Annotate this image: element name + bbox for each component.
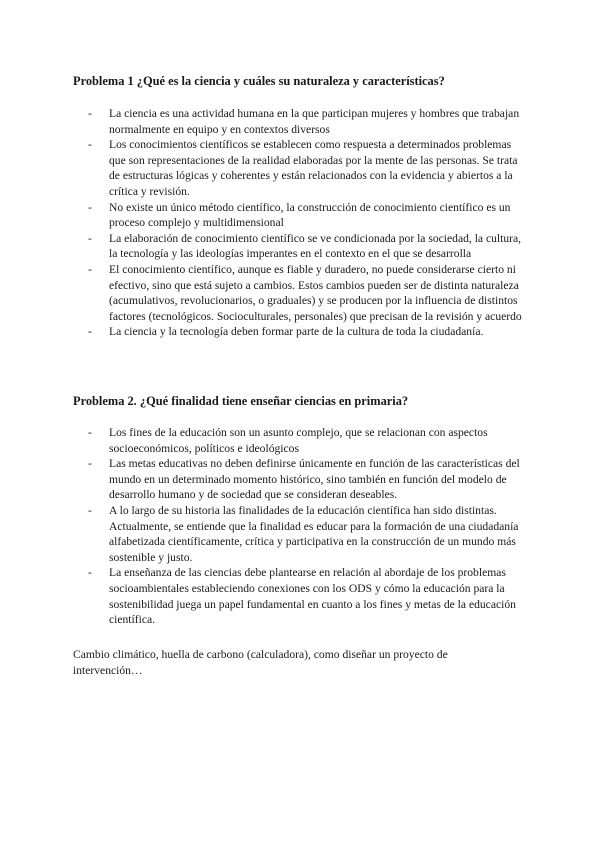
section-1-heading: Problema 1 ¿Qué es la ciencia y cuáles su naturaleza y características? [73, 74, 445, 88]
bullet-dash: - [88, 325, 92, 339]
list-item [88, 456, 528, 503]
bullet-dash: - [88, 457, 92, 471]
list-item [88, 503, 528, 565]
section-2-list [88, 425, 528, 628]
list-item-text: A lo largo de su historia las finalidades de la educación científica han sido distintas. Actualmente, se entiende que la finalidad es educar para la formación de una ciudadanía alfabetizada científicamente, crítica y participativa en la construcción de un mundo más sostenible y justo. [109, 503, 519, 564]
list-item [88, 565, 528, 627]
list-item [88, 137, 528, 199]
section-2-heading: Problema 2. ¿Qué finalidad tiene enseñar ciencias en primaria? [73, 394, 409, 408]
list-item [88, 200, 528, 231]
bullet-dash: - [88, 138, 92, 152]
list-item-text: Los fines de la educación son un asunto complejo, que se relacionan con aspectos socioeconómicos, políticos e ideológicos [109, 426, 488, 455]
list-item-text: La ciencia y la tecnología deben formar parte de la cultura de toda la ciudadanía. [109, 325, 484, 339]
bullet-dash: - [88, 231, 92, 245]
list-item-text: El conocimiento científico, aunque es fiable y duradero, no puede considerarse cierto ni efectivo, sino que está sujeto a cambios. Estos cambios pueden ser de distinta naturaleza (acumulativos, revolucionarios, o graduales) y se producen por la influencia de distintos factores (tecnológicos. Socioculturales, personales) que precisan de la revisión y acuerdo [109, 262, 522, 323]
list-item-text: La enseñanza de las ciencias debe plantearse en relación al abordaje de los problemas socioambientales estableciendo conexiones con los ODS y cómo la educación para la sostenibilidad juega un papel fundamental en cuanto a los fines y metas de la educación científica. [109, 566, 516, 627]
list-item-text: La ciencia es una actividad humana en la que participan mujeres y hombres que trabajan normalmente en equipo y en contextos diversos [109, 107, 520, 136]
list-item [88, 262, 528, 324]
list-item-text: La elaboración de conocimiento científico se ve condicionada por la sociedad, la cultura, la tecnología y las ideologías imperantes en el contexto en el que se desarrolla [109, 231, 522, 261]
list-item [88, 425, 528, 456]
bullet-dash: - [88, 566, 92, 580]
section-1-list [88, 106, 528, 340]
list-item-text: No existe un único método científico, la construcción de conocimiento científico es un proceso complejo y multidimensional [109, 200, 511, 230]
bullet-dash: - [88, 426, 92, 439]
list-item-text: Las metas educativas no deben definirse únicamente en función de las características del mundo en un determinado momento histórico, sino también en función del modelo de desarrollo humano y de sociedad que se consideran deseables. [109, 457, 520, 502]
bullet-dash: - [88, 200, 92, 214]
list-item-text: Los conocimientos científicos se establecen como respuesta a determinados problemas que son representaciones de la realidad elaboradas por la mente de las personas. Se trata de estructuras lógicas y coherentes y están relacionados con la evidencia y abiertos a la crítica y revisión. [109, 138, 518, 198]
list-item [88, 106, 528, 137]
bullet-dash: - [88, 262, 92, 276]
bullet-dash: - [88, 107, 92, 120]
list-item [88, 324, 528, 340]
list-item [88, 231, 528, 262]
closing-note: Cambio climático, huella de carbono (calculadora), como diseñar un proyecto de intervención… [73, 648, 448, 677]
bullet-dash: - [88, 503, 92, 517]
